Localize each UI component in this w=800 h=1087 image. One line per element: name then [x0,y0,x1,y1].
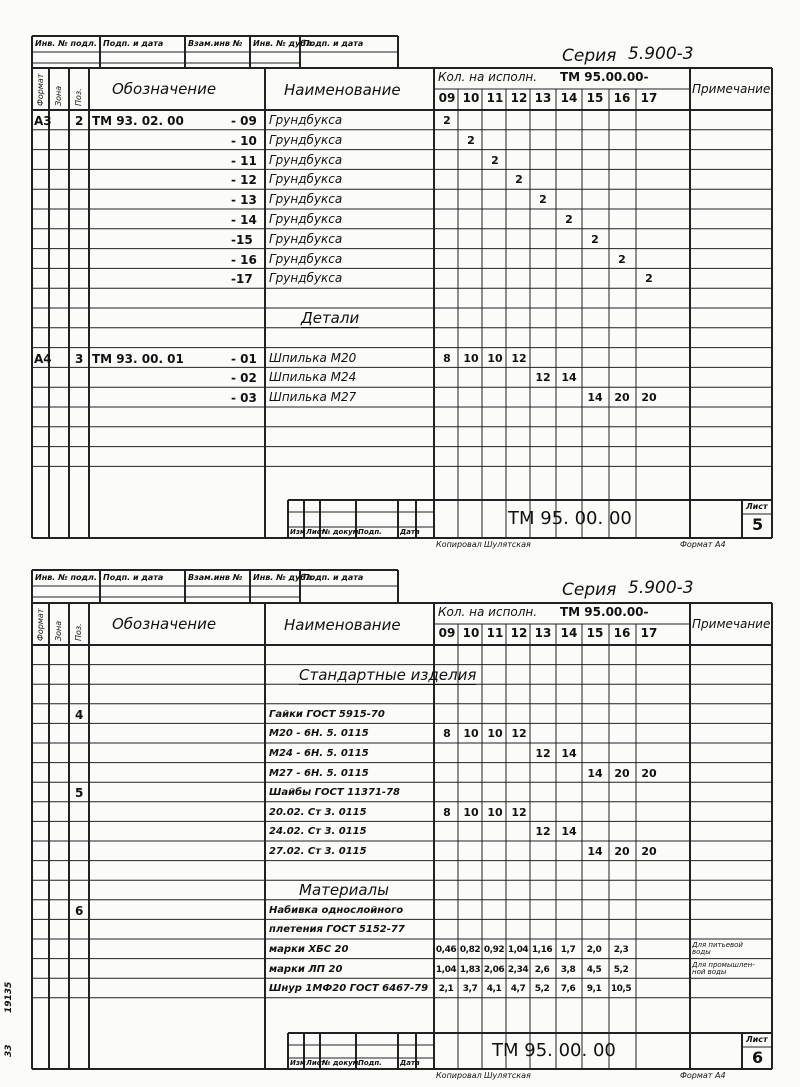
qty-cell: 9,1 [586,984,602,995]
name-cell: плетения ГОСТ 5152-77 [269,924,405,936]
qty-cell: 10,5 [610,984,632,995]
qty-cell: 2,34 [507,964,529,975]
titleblock-label: Изм [290,1059,306,1067]
sheet-frame [0,560,800,1087]
position-cell: 6 [75,903,84,918]
section-heading: Детали [301,309,360,327]
variant-cell: - 13 [231,193,257,208]
variant-cell: - 16 [231,252,257,267]
variant-cell: - 10 [231,133,257,148]
name-cell: Грундбукса [269,251,343,266]
qty-cell: 7,6 [560,984,576,995]
qty-col-header: Кол. на исполн. [438,605,538,619]
stamp-label: Подп. и дата [103,573,164,582]
series-value: 5.900-3 [628,44,694,64]
qty-cell: 10 [463,727,479,741]
qty-cell: 4,7 [510,984,526,995]
variant-cell: - 12 [231,173,257,188]
qty-cell: 10 [463,805,479,819]
qty-cell: 2,1 [438,984,454,995]
format-col-header: Формат [36,608,45,641]
variant-header: 17 [640,91,658,105]
stamp-label: Взам.инв № [188,573,243,582]
designation-cell: ТМ 93. 02. 00 [92,114,184,128]
name-col-header: Наименование [284,616,401,634]
qty-cell: 3,8 [560,964,576,975]
stamp-label: Взам.инв № [188,39,243,48]
name-cell: Грундбукса [269,192,343,207]
qty-cell: 0,46 [435,945,457,955]
name-cell: Грундбукса [269,152,343,167]
name-cell: Шайбы ГОСТ 11371-78 [269,787,400,799]
notes-cell: Для промышлен- [692,960,755,969]
position-cell: 4 [75,707,84,722]
qty-cell: 20 [614,391,630,405]
qty-cell: 20 [614,766,630,780]
qty-cell: 8 [443,805,451,819]
variant-header: 14 [560,626,578,640]
sheet-number: 5 [752,515,764,534]
variant-cell: - 14 [231,213,257,227]
stamp-label: Инв. № подл. [35,573,97,582]
titleblock-label: Лист [306,528,325,536]
copier-name: Шулятская [484,1071,531,1080]
designation-col-header: Обозначение [112,80,217,98]
titleblock-label: № докум. [322,528,362,536]
name-cell: 20.02. Ст 3. 0115 [269,806,367,818]
name-col-header: Наименование [284,81,401,99]
notes-col-header: Примечание [692,617,771,631]
variant-cell: - 09 [231,114,257,128]
variant-header: 14 [560,91,578,105]
name-cell: М27 - 6Н. 5. 0115 [269,767,369,779]
qty-cell: 2 [467,133,475,147]
name-cell: 24.02. Ст 3. 0115 [269,826,367,838]
sheet-number: 6 [752,1048,764,1067]
qty-cell: 1,83 [459,964,481,975]
name-cell: Шпилька М27 [269,390,357,405]
stamp-label: Инв. № подл. [35,39,97,48]
qty-cell: 0,92 [483,945,505,955]
qty-cell: 20 [641,845,657,858]
name-cell: Набивка однослойного [269,904,404,916]
format-label: Формат А4 [680,1071,726,1080]
qty-cell: 2 [539,193,547,207]
qty-col-header: Кол. на исполн. [438,70,538,84]
qty-cell: 12 [511,351,527,365]
qty-cell: 14 [587,766,603,780]
notes-col-header: Примечание [692,82,771,96]
name-cell: Грундбукса [269,231,343,246]
qty-cell: 12 [511,805,527,819]
name-cell: Шпилька М24 [269,370,357,385]
variant-header: 11 [486,626,504,640]
qty-cell: 10 [487,727,503,741]
qty-cell: 2 [443,114,451,127]
pos-col-header: Поз. [74,623,83,641]
variant-header: 15 [586,626,604,640]
name-cell: Грундбукса [269,212,343,226]
qty-cell: 10 [487,805,503,819]
qty-code: ТМ 95.00.00- [560,70,649,84]
qty-cell: 4,1 [486,984,502,995]
qty-cell: 14 [587,845,603,858]
stamp-label: Подп. и дата [303,573,364,582]
format-cell: А3 [34,114,52,128]
copier-name: Шулятская [484,540,531,549]
variant-cell: - 03 [231,391,257,406]
designation-col-header: Обозначение [112,615,217,633]
titleblock-label: Дата [400,1059,420,1067]
zone-col-header: Зона [54,85,63,106]
format-col-header: Формат [36,73,45,106]
sheet-label: Лист [746,502,768,511]
qty-cell: 2 [491,153,499,167]
qty-cell: 2 [515,173,523,187]
qty-cell: 1,7 [560,945,576,955]
titleblock-label: Изм [290,528,306,536]
name-cell: 27.02. Ст 3. 0115 [269,846,367,857]
notes-cell: воды [692,948,711,956]
qty-cell: 14 [587,391,603,405]
qty-cell: 2,6 [534,964,550,975]
variant-header: 10 [462,626,480,640]
side-number-2: 33 [4,1044,14,1057]
side-number: 19135 [4,981,14,1013]
variant-cell: -17 [231,272,253,287]
series-value: 5.900-3 [628,578,694,598]
variant-header: 12 [510,626,528,640]
variant-header: 16 [613,91,631,105]
stamp-label: Подп. и дата [303,39,364,48]
name-cell: М20 - 6Н. 5. 0115 [269,728,369,740]
variant-header: 09 [438,626,456,640]
qty-cell: 2 [645,272,653,286]
qty-cell: 2 [618,252,626,266]
variant-header: 11 [486,91,504,105]
variant-cell: - 11 [231,153,257,168]
qty-cell: 2,3 [613,945,629,955]
name-cell: марки ХБС 20 [269,944,349,955]
variant-header: 17 [640,626,658,640]
qty-cell: 12 [511,727,527,741]
document-code: ТМ 95. 00. 00 [492,1040,616,1061]
variant-header: 12 [510,91,528,105]
position-cell: 3 [75,351,84,366]
qty-cell: 2,06 [483,964,505,975]
qty-cell: 3,7 [462,984,478,995]
sheet-label: Лист [746,1035,768,1044]
variant-cell: - 01 [231,351,257,366]
name-cell: Шпилька М20 [269,350,357,365]
variant-header: 13 [534,626,552,640]
qty-cell: 0,82 [459,945,481,955]
qty-code: ТМ 95.00.00- [560,605,649,619]
stamp-label: Инв. № дубл. [253,39,315,48]
variant-cell: - 02 [231,371,257,386]
qty-cell: 14 [561,371,577,385]
qty-cell: 2,0 [586,945,602,955]
titleblock-label: Лист [306,1059,325,1067]
series-label: Серия [562,46,617,66]
variant-header: 10 [462,91,480,105]
qty-cell: 14 [561,825,577,839]
qty-cell: 1,04 [507,945,529,955]
position-cell: 2 [75,114,84,128]
qty-cell: 1,04 [435,964,457,975]
format-label: Формат А4 [680,540,726,549]
qty-cell: 14 [561,747,577,760]
variant-header: 16 [613,626,631,640]
section-heading: Материалы [299,881,389,900]
variant-header: 13 [534,91,552,105]
variant-header: 15 [586,91,604,105]
document-code: ТМ 95. 00. 00 [508,508,632,529]
variant-cell: -15 [231,232,253,247]
pos-col-header: Поз. [74,88,83,106]
qty-cell: 10 [463,351,479,365]
qty-cell: 8 [443,727,451,741]
name-cell: Грундбукса [269,113,343,127]
notes-cell: ной воды [692,967,727,976]
name-cell: Грундбукса [269,132,343,147]
zone-col-header: Зона [54,620,63,641]
qty-cell: 8 [443,351,451,365]
qty-cell: 12 [535,747,551,760]
qty-cell: 20 [641,391,657,405]
position-cell: 5 [75,786,84,801]
copied-label: Копировал [436,1071,482,1080]
qty-cell: 12 [535,371,551,385]
section-heading: Стандартные изделия [299,665,477,684]
name-cell: Шнур 1МФ20 ГОСТ 6467-79 [269,983,429,995]
titleblock-label: Дата [400,528,420,536]
qty-cell: 12 [535,825,551,839]
name-cell: М24 - 6Н. 5. 0115 [269,748,369,759]
titleblock-label: Подп. [358,528,382,536]
series-label: Серия [562,580,617,600]
name-cell: Грундбукса [269,172,343,187]
name-cell: марки ЛП 20 [269,963,343,975]
qty-cell: 2 [565,213,573,226]
qty-cell: 4,5 [586,964,602,975]
spec-sheet-6 [0,560,800,1087]
qty-cell: 5,2 [534,984,550,995]
titleblock-label: Подп. [358,1059,382,1067]
qty-cell: 10 [487,351,503,365]
qty-cell: 2 [591,232,599,246]
qty-cell: 20 [641,766,657,780]
designation-cell: ТМ 93. 00. 01 [92,351,184,366]
titleblock-label: № докум. [322,1059,362,1067]
name-cell: Грундбукса [269,271,343,286]
qty-cell: 5,2 [613,964,629,975]
copied-label: Копировал [436,540,482,549]
qty-cell: 20 [614,845,630,858]
variant-header: 09 [438,91,456,105]
qty-cell: 1,16 [531,945,553,955]
stamp-label: Инв. № дубл. [253,573,315,582]
stamp-label: Подп. и дата [103,39,164,48]
notes-cell: Для питьевой [692,941,743,949]
format-cell: А4 [34,351,52,366]
name-cell: Гайки ГОСТ 5915-70 [269,708,385,720]
